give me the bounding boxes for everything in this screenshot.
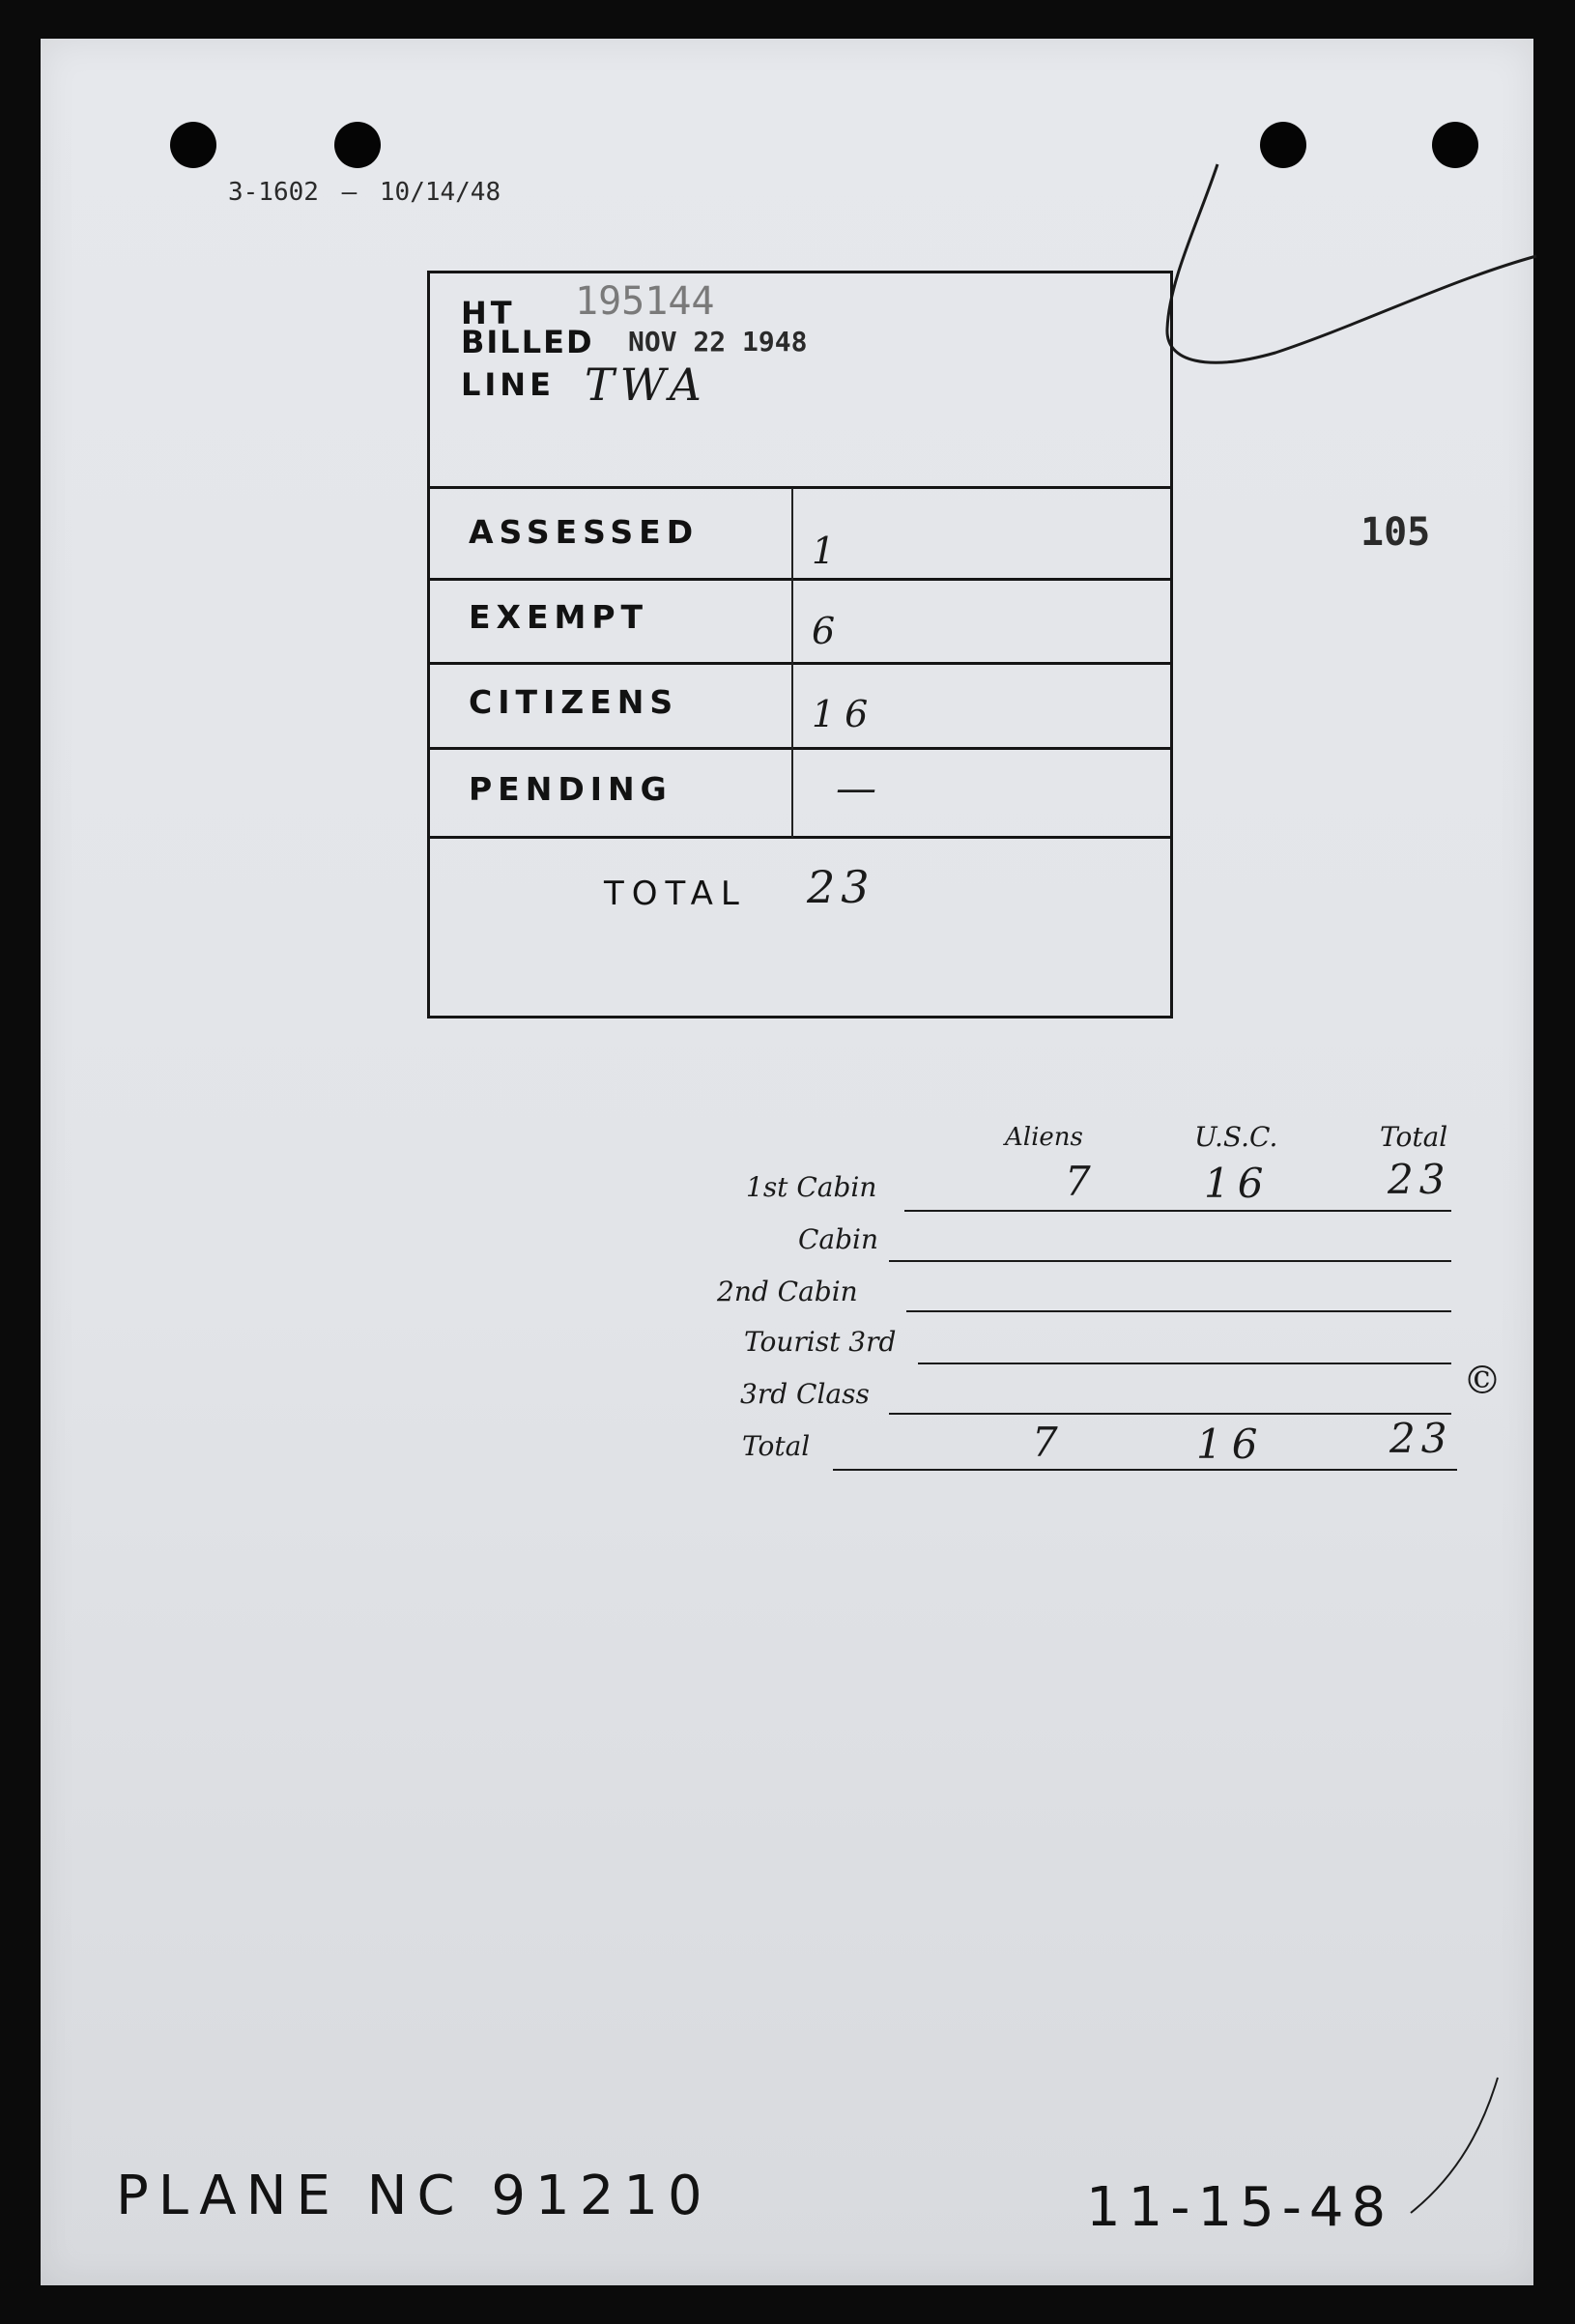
- total-label: TOTAL: [604, 875, 747, 913]
- row-value-exempt: 6: [812, 610, 836, 652]
- reference-number: 3-1602: [228, 178, 319, 207]
- billing-box: [427, 271, 1173, 1019]
- ht-number: 195144: [575, 279, 715, 324]
- billed-label: BILLED: [461, 324, 594, 360]
- table-row-label: 1st Cabin: [746, 1171, 877, 1203]
- pen-stroke: [1140, 145, 1546, 387]
- box-divider: [430, 836, 1170, 839]
- table-row-line: [889, 1413, 1451, 1415]
- plane-identifier: PLANE NC 91210: [116, 2165, 712, 2227]
- line-value: TWA: [585, 359, 707, 411]
- table-row-line: [889, 1260, 1451, 1262]
- table-cell-total: 23: [1389, 1415, 1453, 1462]
- reference-date: 10/14/48: [379, 178, 501, 207]
- row-label-citizens: CITIZENS: [469, 683, 679, 721]
- punch-hole: [334, 122, 381, 168]
- footer-date: 11-15-48: [1086, 2176, 1394, 2239]
- column-header-usc: U.S.C.: [1194, 1121, 1278, 1153]
- total-value: 23: [807, 861, 875, 913]
- box-divider: [430, 747, 1170, 750]
- column-header-total: Total: [1380, 1121, 1448, 1153]
- column-header-aliens: Aliens: [1005, 1123, 1083, 1152]
- table-row-label: Tourist 3rd: [744, 1326, 897, 1358]
- row-value-pending: —: [836, 764, 876, 812]
- table-row-line: [833, 1469, 1457, 1471]
- reference-line: [228, 178, 501, 207]
- side-number: 105: [1360, 510, 1431, 555]
- row-label-assessed: ASSESSED: [469, 513, 700, 551]
- row-value-citizens: 16: [812, 693, 878, 735]
- table-row-label: 3rd Class: [740, 1378, 870, 1410]
- table-cell-usc: 16: [1204, 1160, 1272, 1207]
- box-divider: [430, 578, 1170, 581]
- row-value-assessed: 1: [812, 530, 836, 572]
- table-row-line: [906, 1310, 1451, 1312]
- box-divider: [430, 662, 1170, 665]
- table-cell-total: 23: [1388, 1156, 1451, 1203]
- row-label-exempt: EXEMPT: [469, 598, 649, 636]
- pen-stroke: [1391, 2068, 1507, 2223]
- table-row-label: Cabin: [798, 1223, 879, 1255]
- box-divider: [430, 486, 1170, 489]
- table-row-line: [918, 1363, 1451, 1364]
- margin-mark: ©: [1463, 1359, 1502, 1403]
- box-column-divider: [791, 488, 793, 838]
- ht-label: HT: [461, 295, 516, 331]
- table-cell-aliens: 7: [1065, 1158, 1091, 1205]
- table-row-label: Total: [742, 1430, 811, 1462]
- line-label: LINE: [461, 366, 555, 403]
- punch-hole: [170, 122, 216, 168]
- table-cell-aliens: 7: [1032, 1419, 1058, 1466]
- billed-date: NOV 22 1948: [628, 326, 808, 358]
- row-label-pending: PENDING: [469, 770, 673, 808]
- reference-separator: —: [341, 178, 358, 207]
- table-cell-usc: 16: [1196, 1420, 1268, 1468]
- table-row-line: [904, 1210, 1451, 1212]
- table-row-label: 2nd Cabin: [717, 1276, 858, 1307]
